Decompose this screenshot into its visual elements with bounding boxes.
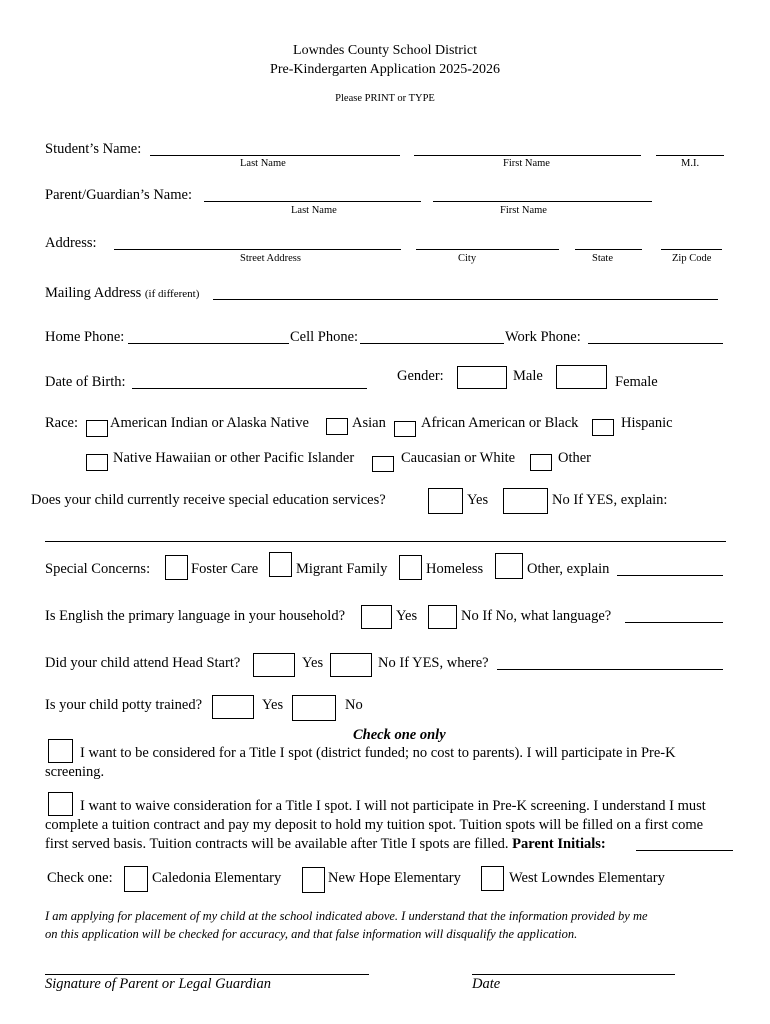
title-one-option-checkbox[interactable] <box>48 739 73 763</box>
headstart-followup-text: If YES, where? <box>399 655 489 671</box>
work-phone-input[interactable] <box>588 329 723 344</box>
parent-last-name-input[interactable] <box>204 187 421 202</box>
concern-migrant-label: Migrant Family <box>296 561 388 577</box>
race-other-checkbox[interactable] <box>530 454 552 471</box>
attestation-line1: I am applying for placement of my child at the school indicated above. I understand that the information provided by me <box>45 909 648 923</box>
concern-other-checkbox[interactable] <box>495 553 523 579</box>
school-new-hope-label: New Hope Elementary <box>328 870 461 886</box>
race-african-american-label: African American or Black <box>421 415 579 431</box>
concern-foster-care-checkbox[interactable] <box>165 555 188 580</box>
concern-other-explain-input[interactable] <box>617 561 723 576</box>
concern-other-label: Other, explain <box>527 561 610 577</box>
race-native-hawaiian-label: Native Hawaiian or other Pacific Islander <box>113 450 355 466</box>
special-concerns-label: Special Concerns: <box>45 561 151 577</box>
race-american-indian-label: American Indian or Alaska Native <box>110 415 309 431</box>
attestation-line2: on this application will be checked for accuracy, and that false information will disqualify the application. <box>45 927 578 941</box>
race-native-hawaiian-checkbox[interactable] <box>86 454 108 471</box>
parent-first-name-input[interactable] <box>433 187 652 202</box>
waive-option-line2: complete a tuition contract and pay my deposit to hold my tuition spot. Tuition spots will be filled on a first come <box>45 817 704 833</box>
signature-input[interactable] <box>45 960 369 975</box>
parent-first-name-caption: First Name <box>500 205 547 216</box>
mailing-address-text: Mailing Address <box>45 285 142 301</box>
title-one-option-line2: screening. <box>45 764 105 780</box>
headstart-where-input[interactable] <box>497 655 723 670</box>
potty-question: Is your child potty trained? <box>45 697 203 713</box>
special-ed-yes-checkbox[interactable] <box>428 488 463 514</box>
date-label: Date <box>472 976 501 992</box>
zip-caption: Zip Code <box>672 253 712 264</box>
parent-name-label: Parent/Guardian’s Name: <box>45 187 192 203</box>
dob-input[interactable] <box>132 374 367 389</box>
concern-homeless-checkbox[interactable] <box>399 555 422 580</box>
date-input[interactable] <box>472 960 675 975</box>
race-american-indian-checkbox[interactable] <box>86 420 108 437</box>
cell-phone-input[interactable] <box>360 329 504 344</box>
race-asian-checkbox[interactable] <box>326 418 348 435</box>
student-first-name-caption: First Name <box>503 158 550 169</box>
english-yes-label: Yes <box>396 608 418 624</box>
student-last-name-input[interactable] <box>150 141 400 156</box>
special-ed-no-checkbox[interactable] <box>503 488 548 514</box>
concern-migrant-checkbox[interactable] <box>269 552 292 577</box>
school-check-label: Check one: <box>47 870 113 886</box>
city-input[interactable] <box>416 235 559 250</box>
student-mi-input[interactable] <box>656 141 724 156</box>
race-hispanic-checkbox[interactable] <box>592 419 614 436</box>
concern-homeless-label: Homeless <box>426 561 484 577</box>
work-phone-label: Work Phone: <box>505 329 581 345</box>
check-one-heading: Check one only <box>353 727 446 743</box>
student-name-label: Student’s Name: <box>45 141 142 157</box>
student-first-name-input[interactable] <box>414 141 641 156</box>
home-phone-input[interactable] <box>128 329 289 344</box>
gender-male-label: Male <box>513 368 543 384</box>
race-other-label: Other <box>558 450 592 466</box>
concern-foster-care-label: Foster Care <box>191 561 259 577</box>
headstart-no-text: No <box>378 655 396 671</box>
district-name: Lowndes County School District <box>293 43 477 58</box>
state-input[interactable] <box>575 235 642 250</box>
race-caucasian-label: Caucasian or White <box>401 450 516 466</box>
school-caledonia-checkbox[interactable] <box>124 866 148 892</box>
student-last-name-caption: Last Name <box>240 158 286 169</box>
english-no-checkbox[interactable] <box>428 605 457 629</box>
mailing-address-label <box>45 285 199 302</box>
headstart-no-checkbox[interactable] <box>330 653 372 677</box>
headstart-no-label <box>378 655 489 672</box>
school-west-lowndes-checkbox[interactable] <box>481 866 504 891</box>
mailing-address-input[interactable] <box>213 285 718 300</box>
race-african-american-checkbox[interactable] <box>394 421 416 437</box>
zip-input[interactable] <box>661 235 722 250</box>
gender-female-label: Female <box>615 374 658 390</box>
special-ed-explain-text: If YES, explain: <box>573 492 668 508</box>
race-caucasian-checkbox[interactable] <box>372 456 394 472</box>
english-no-label <box>461 608 611 625</box>
school-west-lowndes-label: West Lowndes Elementary <box>509 870 665 886</box>
english-yes-checkbox[interactable] <box>361 605 392 629</box>
parent-initials-input[interactable] <box>636 836 733 851</box>
parent-last-name-caption: Last Name <box>291 205 337 216</box>
gender-female-checkbox[interactable] <box>556 365 607 389</box>
gender-male-checkbox[interactable] <box>457 366 507 389</box>
print-instruction: Please PRINT or TYPE <box>335 93 435 104</box>
form-title: Pre-Kindergarten Application 2025-2026 <box>270 62 500 77</box>
parent-initials-label: Parent Initials: <box>512 836 606 852</box>
special-ed-no-text: No <box>552 492 570 508</box>
waive-option-checkbox[interactable] <box>48 792 73 816</box>
potty-yes-label: Yes <box>262 697 284 713</box>
headstart-yes-checkbox[interactable] <box>253 653 295 677</box>
dob-label: Date of Birth: <box>45 374 126 390</box>
street-address-caption: Street Address <box>240 253 301 264</box>
mailing-address-note: (if different) <box>144 288 200 300</box>
street-address-input[interactable] <box>114 235 401 250</box>
headstart-yes-label: Yes <box>302 655 324 671</box>
student-mi-caption: M.I. <box>681 158 700 169</box>
school-caledonia-label: Caledonia Elementary <box>152 870 282 886</box>
cell-phone-label: Cell Phone: <box>290 329 359 345</box>
waive-option-line1: I want to waive consideration for a Title I spot. I will not participate in Pre-K screening. I understand I must <box>80 798 706 814</box>
english-language-input[interactable] <box>625 608 723 623</box>
state-caption: State <box>592 253 613 264</box>
headstart-question: Did your child attend Head Start? <box>45 655 241 671</box>
race-asian-label: Asian <box>352 415 386 431</box>
potty-yes-checkbox[interactable] <box>212 695 254 719</box>
special-ed-question: Does your child currently receive special education services? <box>31 492 386 508</box>
race-label: Race: <box>45 415 79 431</box>
race-hispanic-label: Hispanic <box>621 415 673 431</box>
title-one-option-line1: I want to be considered for a Title I spot (district funded; no cost to parents). I will participate in Pre-K <box>80 745 676 761</box>
city-caption: City <box>458 253 477 264</box>
signature-label: Signature of Parent or Legal Guardian <box>45 976 271 992</box>
special-ed-no-label <box>552 492 667 509</box>
english-question: Is English the primary language in your household? <box>45 608 346 624</box>
potty-no-label: No <box>345 697 363 713</box>
address-label: Address: <box>45 235 97 251</box>
home-phone-label: Home Phone: <box>45 329 125 345</box>
english-no-text: No <box>461 608 479 624</box>
english-followup-text: If No, what language? <box>482 608 612 624</box>
special-ed-yes-label: Yes <box>467 492 489 508</box>
waive-option-line3-text: first served basis. Tuition contracts will be available after Title I spots are filled. <box>45 836 509 852</box>
school-new-hope-checkbox[interactable] <box>302 867 325 893</box>
special-ed-explain-input[interactable] <box>45 527 726 542</box>
waive-option-line3 <box>45 836 606 853</box>
gender-label: Gender: <box>397 368 444 384</box>
potty-no-checkbox[interactable] <box>292 695 336 721</box>
